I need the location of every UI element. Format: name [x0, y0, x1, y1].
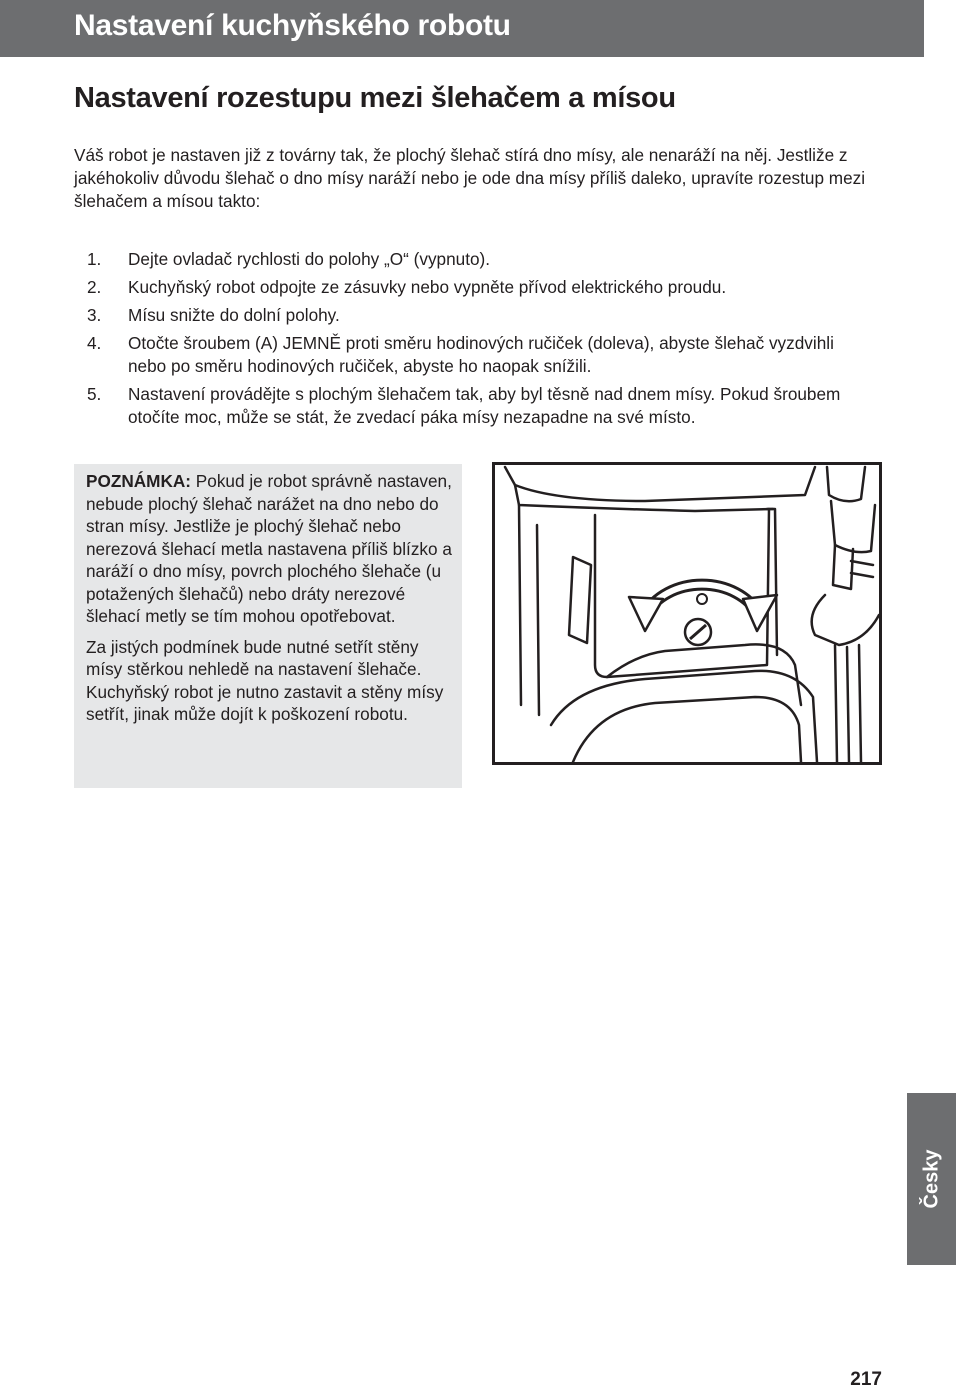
- section-title: Nastavení rozestupu mezi šlehačem a mísou: [74, 82, 676, 114]
- language-tab: [907, 1093, 956, 1265]
- step-text: Mísu snižte do dolní polohy.: [128, 305, 340, 325]
- intro-paragraph: Váš robot je nastaven již z továrny tak, že plochý šlehač stírá dno mísy, ale nenaráží na něj. Jestliže z jakéhokoliv důvodu šlehač o dno mísy naráží nebo je ode dna mísy příliš daleko, upravíte rozestup mezi šlehačem a mísou takto:: [74, 145, 866, 211]
- note-paragraph: [86, 470, 452, 628]
- note-label: POZNÁMKA:: [86, 471, 192, 491]
- note-text: Pokud je robot správně nastaven, nebude plochý šlehač narážet na dno nebo do stran mísy. Jestliže je plochý šlehač nebo nerezová šlehací metla nastavena příliš blízko a naráží o dno mísy, povrch plochého šlehače (u potažených šlehačů) nebo dráty nerezové šlehací metly se tím mohou opotřebovat.: [86, 471, 452, 626]
- step-number: 1.: [87, 249, 102, 269]
- step-number: 2.: [87, 277, 102, 297]
- list-item: [74, 276, 874, 299]
- header-title: Nastavení kuchyňského robotu: [74, 9, 511, 42]
- list-item: [74, 304, 874, 327]
- note-paragraph-2: Za jistých podmínek bude nutné setřít stěny mísy stěrkou nehledě na nastavení šlehače. Kuchyňský robot je nutno zastavit a stěny mísy setřít, jinak může dojít k poškození robotu.: [86, 636, 444, 724]
- steps-list: [74, 248, 874, 434]
- language-label: Česky: [920, 1149, 942, 1209]
- adjustment-screw-icon: [685, 594, 711, 645]
- step-number: 4.: [87, 333, 102, 353]
- step-text: Dejte ovladač rychlosti do polohy „O“ (vypnuto).: [128, 249, 491, 269]
- step-text: Kuchyňský robot odpojte ze zásuvky nebo vypněte přívod elektrického proudu.: [128, 277, 727, 297]
- step-number: 3.: [87, 305, 102, 325]
- step-number: 5.: [87, 384, 102, 404]
- step-text: Otočte šroubem (A) JEMNĚ proti směru hodinových ručiček (doleva), abyste šlehač vyzdvihli nebo po směru hodinových ručiček, abyste ho naopak snížili.: [128, 333, 834, 376]
- header-bar: [0, 0, 924, 57]
- page-number: 217: [850, 1369, 882, 1390]
- note-box: [74, 464, 462, 788]
- list-item: [74, 248, 874, 271]
- list-item: [74, 332, 874, 378]
- mixer-drawing: [495, 465, 879, 762]
- list-item: [74, 383, 874, 429]
- mixer-illustration: [492, 462, 882, 765]
- step-text: Nastavení provádějte s plochým šlehačem tak, aby byl těsně nad dnem mísy. Pokud šroubem otočíte moc, může se stát, že zvedací páka mísy nezapadne na své místo.: [128, 384, 841, 427]
